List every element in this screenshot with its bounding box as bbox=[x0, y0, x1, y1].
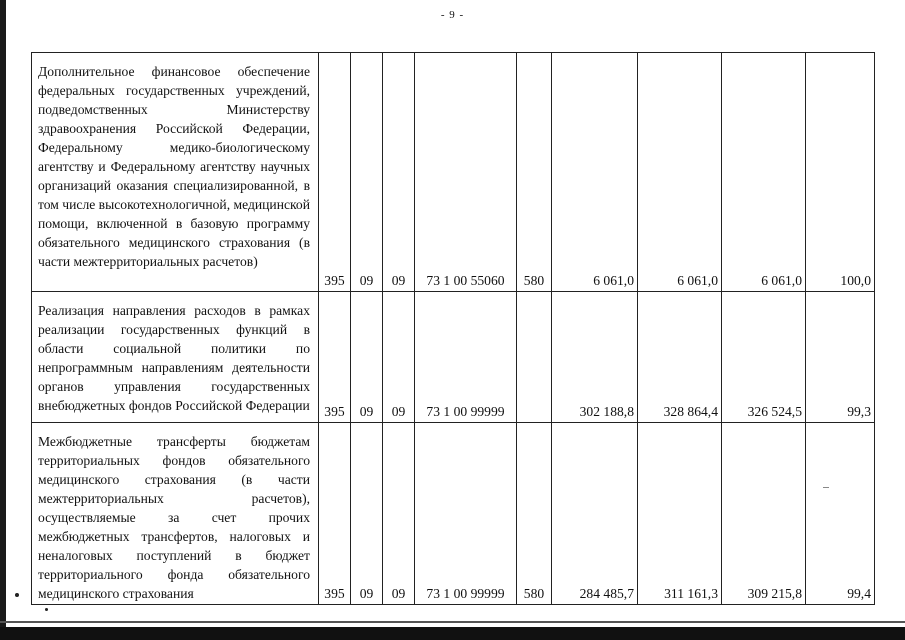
value-1: 302 188,8 bbox=[552, 292, 638, 423]
row-description: Дополнительное финансовое обеспечение федеральных государственных учреждений, подведомственных Министерству здравоохранения Российской Федерации, Федеральному медико-биологическому агентству и Федеральному агентству научных организаций оказания специализированной, в том числе высокотехнологичной, медицинской помощи, включенной в базовую программу обязательного медицинского страхования (в части межтерриториальных расчетов) bbox=[32, 53, 319, 292]
scan-speck bbox=[15, 593, 19, 597]
scan-edge-bottom-line bbox=[0, 621, 905, 623]
section-code: 09 bbox=[351, 53, 383, 292]
value-3: 6 061,0 bbox=[722, 53, 806, 292]
percent-value: 100,0 bbox=[806, 53, 875, 292]
expense-type-code: 580 bbox=[517, 53, 552, 292]
subsection-code: 09 bbox=[383, 423, 415, 605]
row-description: Межбюджетные трансферты бюджетам территориальных фондов обязательного медицинского страхования (в части межтерриториальных расчетов), осуществляемые за счет прочих межбюджетных трансфертов, налоговых и неналоговых поступлений в бюджет территориального фонда обязательного медицинского страхования bbox=[32, 423, 319, 605]
subsection-code: 09 bbox=[383, 292, 415, 423]
percent-value: 99,4 bbox=[806, 423, 875, 605]
table-row bbox=[32, 53, 875, 292]
value-3: 326 524,5 bbox=[722, 292, 806, 423]
row-description: Реализация направления расходов в рамках реализации государственных функций в области социальной политики по непрограммным направлениям деятельности органов управления государственных внебюджетных фондов Российской Федерации bbox=[32, 292, 319, 423]
target-article-code: 73 1 00 99999 bbox=[415, 292, 517, 423]
value-2: 328 864,4 bbox=[638, 292, 722, 423]
subsection-code: 09 bbox=[383, 53, 415, 292]
table-row bbox=[32, 423, 875, 605]
value-1: 284 485,7 bbox=[552, 423, 638, 605]
percent-value: 99,3 bbox=[806, 292, 875, 423]
scan-speck bbox=[45, 608, 48, 611]
ministry-code: 395 bbox=[319, 53, 351, 292]
value-2: 311 161,3 bbox=[638, 423, 722, 605]
expense-type-code: 580 bbox=[517, 423, 552, 605]
page-number: - 9 - bbox=[440, 9, 465, 21]
section-code: 09 bbox=[351, 423, 383, 605]
value-1: 6 061,0 bbox=[552, 53, 638, 292]
target-article-code: 73 1 00 99999 bbox=[415, 423, 517, 605]
scan-edge-left bbox=[0, 0, 6, 640]
value-3: 309 215,8 bbox=[722, 423, 806, 605]
ministry-code: 395 bbox=[319, 423, 351, 605]
scan-edge-bottom bbox=[0, 627, 905, 640]
budget-table bbox=[31, 52, 875, 605]
scan-speck bbox=[823, 487, 829, 488]
target-article-code: 73 1 00 55060 bbox=[415, 53, 517, 292]
expense-type-code bbox=[517, 292, 552, 423]
section-code: 09 bbox=[351, 292, 383, 423]
value-2: 6 061,0 bbox=[638, 53, 722, 292]
table-row bbox=[32, 292, 875, 423]
ministry-code: 395 bbox=[319, 292, 351, 423]
